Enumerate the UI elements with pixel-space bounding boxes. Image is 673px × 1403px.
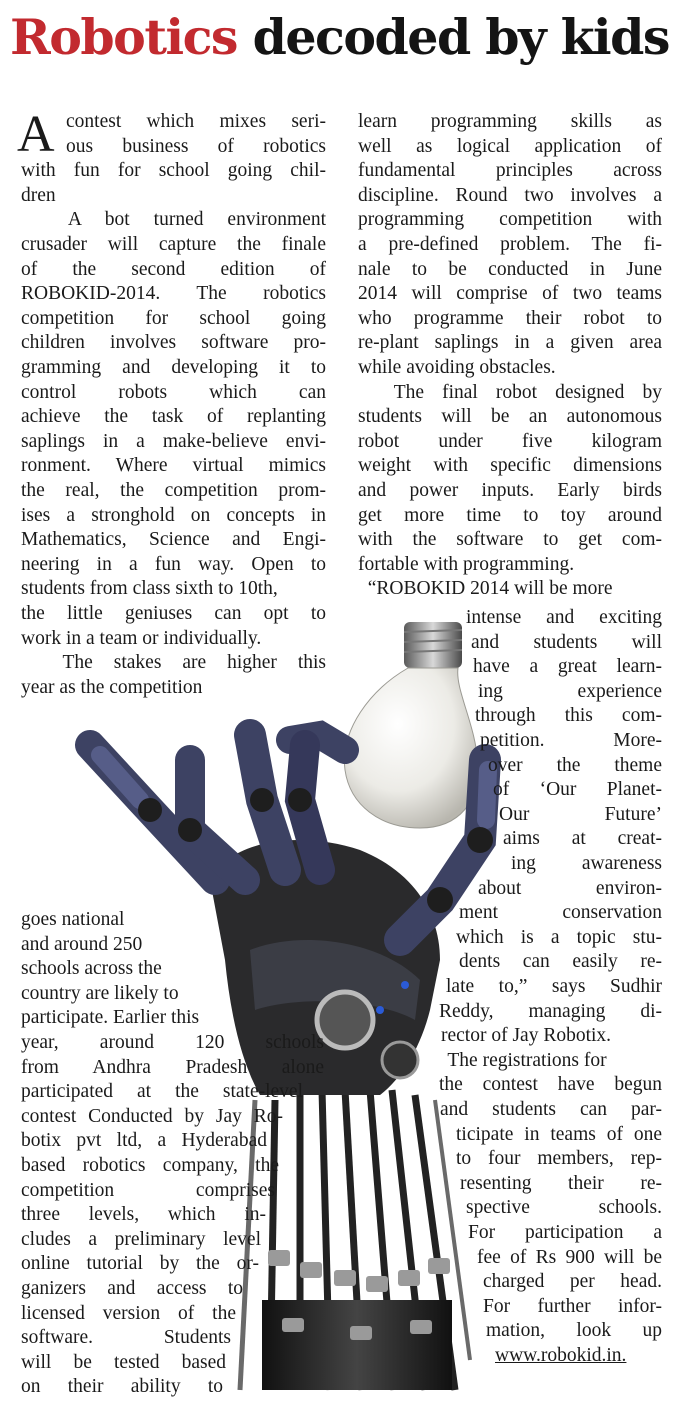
article-line: weight with specific dimensions <box>358 455 662 477</box>
article-line: who programme their robot to <box>358 307 662 329</box>
article-line: control robots which can <box>21 381 326 403</box>
article-line: which is a topic stu- <box>456 926 662 948</box>
article-line: year as the competition <box>21 676 203 698</box>
article-line: ing experience <box>478 680 662 702</box>
website-link[interactable]: www.robokid.in. <box>495 1345 627 1366</box>
article-line: For further infor- <box>483 1295 662 1317</box>
article-line: participated at the state-level <box>21 1081 303 1103</box>
article-line: from Andhra Pradesh alone <box>21 1056 324 1078</box>
article-line: have a great learn- <box>473 656 662 678</box>
article-line: The stakes are higher this <box>21 652 326 674</box>
article-line: based robotics company, the <box>21 1155 279 1176</box>
article-line: ronment. Where virtual mimics <box>21 455 326 477</box>
article-line: on their ability to <box>21 1376 223 1398</box>
article-line: achieve the task of replanting <box>21 406 326 428</box>
drop-cap: A <box>17 106 55 163</box>
article-line: cludes a preliminary level <box>21 1228 261 1250</box>
article-line: online tutorial by the or- <box>21 1253 259 1275</box>
article-line: intense and exciting <box>466 607 662 628</box>
article-line: the real, the competition prom- <box>21 480 326 501</box>
article-line: a pre-defined problem. The fi- <box>358 234 662 255</box>
article-line: over the theme <box>488 754 662 776</box>
headline-rest: decoded by kids <box>237 8 670 66</box>
article-line: charged per head. <box>483 1271 662 1293</box>
article-line: the little geniuses can opt to <box>21 603 326 624</box>
article-line: 2014 will comprise of two teams <box>358 283 662 305</box>
article-line: and students will <box>471 631 662 653</box>
article-line: Mathematics, Science and Engi- <box>21 529 326 551</box>
article-line: botix pvt ltd, a Hyderabad <box>21 1130 267 1152</box>
article-line: and power inputs. Early birds <box>358 480 662 501</box>
article-line: with fun for school going chil- <box>21 160 326 182</box>
article-line: resenting their re- <box>460 1172 662 1194</box>
article-line: ganizers and access to <box>21 1278 243 1299</box>
article-line: contest Conducted by Jay Ro- <box>21 1105 283 1127</box>
article-line: students from class sixth to 10th, <box>21 578 278 600</box>
article-line: nale to be conducted in June <box>358 258 662 280</box>
article-line: spective schools. <box>466 1197 662 1219</box>
article-line: through this com- <box>475 705 662 727</box>
article-line: with the software to get com- <box>358 529 662 551</box>
article-line: dents can easily re- <box>459 951 662 973</box>
article-line: country are likely to <box>21 982 179 1004</box>
article-line: programming competition with <box>358 209 662 231</box>
article-line: re-plant saplings in a given area <box>358 332 662 354</box>
article-line: fee of Rs 900 will be <box>477 1246 662 1268</box>
article-line: schools across the <box>21 958 162 980</box>
article-line: fortable with programming. <box>358 553 575 575</box>
article-line: competition for school going <box>21 307 326 329</box>
article-line: and around 250 <box>21 933 143 955</box>
article-line: of the second edition of <box>21 258 326 280</box>
article-line: and students can par- <box>440 1099 662 1120</box>
article-line: ises a stronghold on concepts in <box>21 504 326 526</box>
article-line: get more time to toy around <box>358 504 662 526</box>
article-line: late to,” says Sudhir <box>446 976 662 997</box>
article-line: well as logical application of <box>358 135 662 157</box>
article-line: “ROBOKID 2014 will be more <box>358 578 613 600</box>
article-line: work in a team or individually. <box>21 627 262 649</box>
article-line: saplings in a make-believe envi- <box>21 430 326 452</box>
article-line: learn programming skills as <box>358 111 662 132</box>
headline-accent: Robotics <box>10 8 238 66</box>
article-line: software. Students <box>21 1327 231 1349</box>
article-line: rector of Jay Robotix. <box>441 1025 612 1047</box>
article-line: year, around 120 schools <box>21 1032 324 1053</box>
article-line: dren <box>21 184 56 206</box>
article-line: will be tested based <box>21 1351 226 1373</box>
article-line: petition. More- <box>480 730 662 751</box>
article-line: to four members, rep- <box>456 1148 662 1170</box>
article-line: ment conservation <box>459 902 662 924</box>
article-line: contest which mixes seri- <box>66 111 326 132</box>
article-line: mation, look up <box>486 1320 662 1342</box>
article-line: crusader will capture the finale <box>21 234 326 255</box>
article-line: licensed version of the <box>21 1302 236 1324</box>
article-line: children involves software pro- <box>21 332 326 354</box>
article-line: students will be an autonomous <box>358 406 662 428</box>
article-line: discipline. Round two involves a <box>358 184 662 206</box>
article-line: Reddy, managing di- <box>439 1000 662 1022</box>
article-line: ROBOKID-2014. The robotics <box>21 283 326 305</box>
article-line: neering in a fun way. Open to <box>21 553 326 575</box>
article-line: participate. Earlier this <box>21 1007 200 1029</box>
article-line: ous business of robotics <box>66 135 326 157</box>
article-line: about environ- <box>478 877 662 899</box>
article-line: robot under five kilogram <box>358 430 662 452</box>
article-line: goes national <box>21 909 125 930</box>
article-line: The final robot designed by <box>358 381 662 403</box>
article-line: A bot turned environment <box>21 209 326 231</box>
article-line: The registrations for <box>438 1049 607 1071</box>
article-line: gramming and developing it to <box>21 357 326 378</box>
article-line: aims at creat- <box>503 828 662 850</box>
article-line: ing awareness <box>511 853 662 874</box>
article-line: fundamental principles across <box>358 160 662 182</box>
article-line: of ‘Our Planet- <box>493 779 662 801</box>
article-line: Our Future’ <box>499 803 662 825</box>
article-line: ticipate in teams of one <box>456 1123 662 1145</box>
article-line: the contest have begun <box>439 1074 662 1096</box>
article-line: while avoiding obstacles. <box>358 357 556 378</box>
article-line: For participation a <box>468 1222 662 1243</box>
article-line: competition comprises <box>21 1179 275 1201</box>
article-line: three levels, which in- <box>21 1204 266 1226</box>
